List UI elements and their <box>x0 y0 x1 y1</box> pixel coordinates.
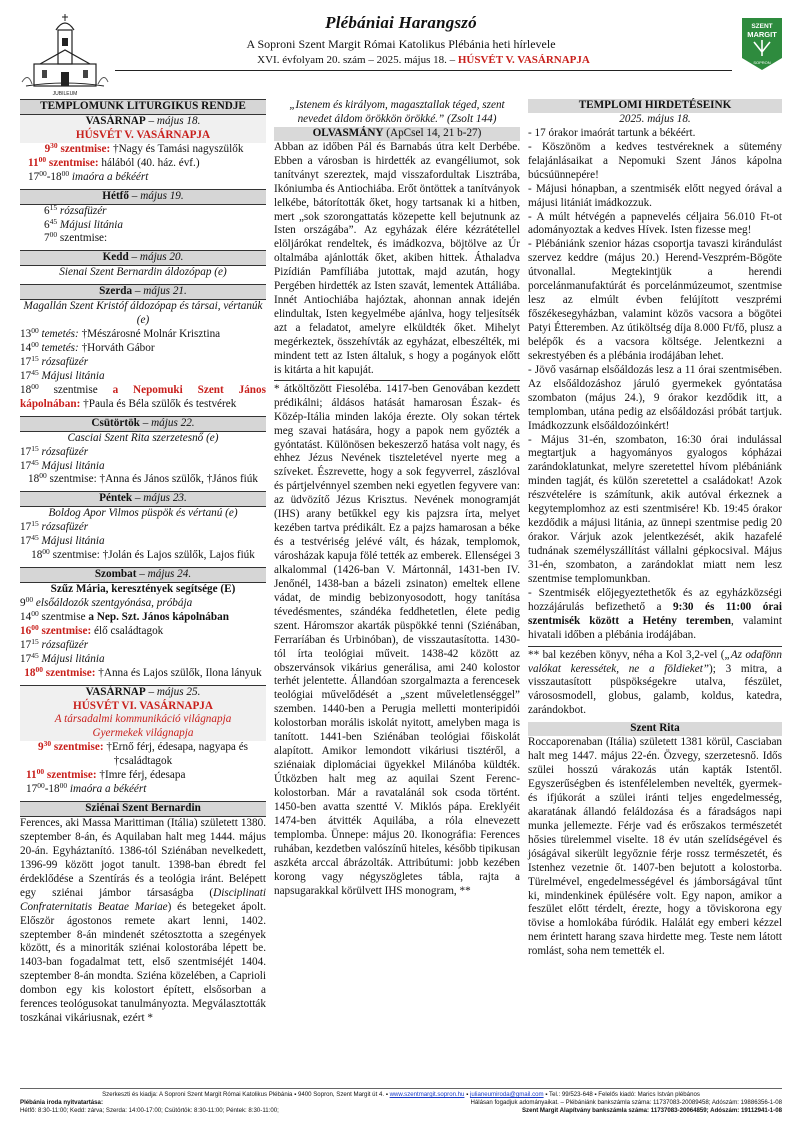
masthead <box>20 12 782 100</box>
thursday-heading: Csütörtök – május 22. <box>20 416 266 432</box>
notice-item: - 17 órakor imaórát tartunk a békéért. <box>528 126 696 139</box>
issue-line: XVI. évfolyam 20. szám – 2025. május 18. – HÚSVÉT V. VASÁRNAPJA <box>115 54 732 71</box>
notice-item: - Köszönöm a kedves testvéreknek a sütemény felajánlásaikat a Nepomuki Szent János kápolna búcsúünnepére! <box>528 140 782 181</box>
website-link[interactable]: www.szentmargit.sopron.hu <box>389 1091 465 1098</box>
notice-item: - A múlt hétvégén a papnevelés céljaira 56.010 Ft-ot adományoztak a kedves Hívek. Isten fizesse meg! <box>528 210 782 237</box>
notice-item: - Szentmisék előjegyeztethetők és az egyházközségi hozzájárulás befizethető a 9:30 és 11:00 órai szentmisék között a Hetény teremben, valamint hivatali időben a plébánia irodájában. <box>528 586 782 641</box>
tuesday-heading: Kedd – május 20. <box>20 250 266 266</box>
bernardin-continued-text: * átköltözött Fiesoléba. 1417-ben Genovában kezdett prédikálni; áldásos hatását hamarosan Észak- és Közép-Itália minden lakója érezte. Oly sokan tértek meg szavai hatására, hogy a papok nem győzték a gyóntatást. Különösen bekeszerző hatása volt nagy, és ehhez Jézus Nevének tiszteletével nyerte meg a szíveket. Észrevette, hogy a sok fegyverrel, zászlóval és pártjelvénnyel szemben neki egyetlen fegyvere van: az üdvözítő Jézus Krisztus. Nevének monogramját (IHS) arany betűkkel egy kis pajzsra írta, melyet kezében tartva prédikált. Ez a pajzs hamarosan a béke és a testvériség jelévé vált, és házak, templomok, városházak kapuja fölé tették az emberek. Ellenségei 3 alkalommal (1426-ban V. Mártonnál, 1431-ben IV. Jenőnél, 1438-ban a bázeli zsinaton) emeltek ellene vádat, de mindig bebizonyosodott, hogy tanítása tévedésmentes, szándéka feddhetetlen, élete pedig szent. Háromszor akarták püspökké tenni (Sziénában, Ferraríában és Urbinóban), de visszautasította. 1430-tól írta teológiai műveit. 1438-42 között az obszervánsok vikárius generálisa, ami 240 kolostor terhét jelentette. Állandóan szorgalmazta a ferencesek teológiai művelődését a „szent műveletlenséggel” szemben. 1440-ben a Perugia melletti monteripidói kolostorban morális iskolát nyitott, amelyben maga is tanított. 1441-ben Sziénában teológiai főiskolát alapított. Amikor lemondott vikáriusi tisztéről, a sziénaiak diplomáciai ügyekkel Milánóba küldték. Útközben halt meg az aquilai Szent Ferenc-kolostorban. Már a ravatalánál sok csoda történt. 1450-ben avatta szentté V. Miklós pápa. Ereklyéit 1474-ben átvitték Aquilába, a róla elnevezett templomba. Ünnepe: május 20. Ikonográfia: Ferences ruhában, kezdetben valószínű hiteles, később tipikusan aszkéta arccal ábrázolták. Attribútumi: jobb kezében korong vagy négyszögletes tábla, rajta a napsugarakkal körülvett IHS monogram, ** <box>274 380 520 899</box>
notices-heading: TEMPLOMI HIRDETÉSEINK <box>528 99 782 113</box>
notice-item: - Májusi hónapban, a szentmisék előtt negyed órával a májusi litániát imádkozzuk. <box>528 182 782 209</box>
church-illustration-icon <box>20 12 110 98</box>
svg-text:JUBILEUM: JUBILEUM <box>52 91 78 97</box>
friday-heading: Péntek – május 23. <box>20 491 266 507</box>
notice-item: - Plébániánk szenior házas csoportja tavaszi kirándulást szervez keddre (május 20.) Herend-Veszprém-Bögöte útvonallal. Megtekintjük a herendi porcelánmanufaktúrát és porcelánmúzeumot, szentmise lesz az elmúlt évben felújított veszprémi főszékesegyházban, valamint közös vacsora a bögötei Patyi Étteremben. Az útiköltség díja 8.000 Ft/fő, plusz a belépők és a vacsora költsége. Jelentkezni a sekrestyében és a plébánia irodájában lehet. <box>528 238 782 362</box>
notice-item: - Jövő vasárnap elsőáldozás lesz a 11 órai szentmisében. Az elsőáldozáshoz járuló gyermekek gyóntatása szombaton (május 24.), 9 órakor kezdődik itt, a templomban, utána pedig az elsőáldozási próbát tartjuk. Imádkozzunk elsőáldozóinkért! <box>528 363 782 432</box>
monday-heading: Hétfő – május 19. <box>20 189 266 205</box>
szent-margit-logo-icon <box>742 18 782 70</box>
sunday-1-block: VASÁRNAP – május 18. HÚSVÉT V. VASÁRNAPJA <box>20 115 266 143</box>
svg-text:SOPRON: SOPRON <box>753 60 771 65</box>
bernardin-footnote: ** bal kezében könyv, néha a Kol 3,2-vel („Az odafönn valókat keressétek, ne a földieket”); 3 mitra, a visszautasított püspökségekre utalva, fészület, várososmodell, globus, galamb, koldus, katedra, zarándokbot. <box>528 646 782 719</box>
notice-item: - Május 31-én, szombaton, 16:30 órai indulással megtartjuk a hagyományos gyalogos kópházai zarándoklatunkat, melyre szeretettel hívom plébániánk minden tagját, és külön szeretettel a családokat! Azok részvételére is számítunk, akik autóval érkeznek a kegytemplomhoz az esti szentmisére! Kb. 19:45 órakor kezdődik a májusi litánia, az ünnepi szentmise pedig 20 órakor. Várjuk azok jelentkezését, akik hazafelé tudnának személyszállítást vállalni gépkocsival. Május 31-én, szombaton, a zarándoklat miatt nem lesz szentmise templomunkban. <box>528 433 782 585</box>
newsletter-title: Plébániai Harangszó <box>325 13 477 32</box>
rita-heading: Szent Rita <box>528 722 782 736</box>
notices-date: 2025. május 18. <box>619 112 691 125</box>
email-link[interactable]: julianeumiroda@gmail.com <box>470 1091 544 1098</box>
liturgy-column: TEMPLOMUNK LITURGIKUS RENDJE VASÁRNAP – május 18. HÚSVÉT V. VASÁRNAPJA $9^{30}$ szentmise: †Nagy és Tamási nagyszülők $11^{00}$ szentmise: hálából (40. ház. évf.) $17^{00}-18^{00}$ imaóra a békéért Hétfő – május 19. $6^{15}$ rózsafüzér $6^{45}$ Májusi litánia $7^{00}$ szentmise: Kedd – május 20. Sienai Szent Bernardin áldozópap (e) Szerda – május 21. Magallán Szent Kristóf áldozópap és társai, vértanúk (e) $13^{00}$ temetés: †Mészárosné Molnár Krisztina $14^{00}$ temetés: †Horváth Gábor $17^{15}$ rózsafüzér $17^{45}$ Májusi litánia $18^{00}$ szentmise a Nepomuki Szent János kápolnában: †Paula és Béla szülők és testvérek Csütörtök – május 22. Casciai Szent Rita szerzetesnő (e) $17^{15}$ rózsafüzér $17^{45}$ Májusi litánia $18^{00}$ szentmise: †Anna és János szülők, †János fiúk Péntek – május 23. Boldog Apor Vilmos püspök és vértanú (e) $17^{15}$ rózsafüzér $17^{45}$ Májusi litánia $18^{00}$ szentmise: †Jolán és Lajos szülők, Lajos fiúk Szombat – május 24. Szűz Mária, keresztények segítsége (E) $9^{00}$ elsőáldozók szentgyónása, próbája $14^{00}$ szentmise a Nep. Szt. János kápolnában $16^{00}$ szentmise: élő családtagok $17^{15}$ rózsafüzér $17^{45}$ Májusi litánia $18^{00}$ szentmise: †Anna és Lajos szülők, Ilona lányuk VASÁRNAP – május 25. HÚSVÉT VI. VASÁRNAPJA A társadalmi kommunikáció világnapja Gyermekek világnapja $9^{30}$ szentmise: †Ernő férj, édesapa, nagyapa és †családtagok $11^{00}$ szentmise: †Imre férj, édesapa $17^{00}-18^{00}$ imaóra a békéért Sziénai Szent Bernardin Ferences, aki Massa Marittiman (Itália) született 1380. szeptember 8-án, és Aquilaban halt meg 1444. május 20-án. Egyháztanító. 1386-tól Sziénában nevelkedett, 1396-99 között jogot tanult. 1398-ban ébredt fel érdeklődése a Szentírás és a teológia iránt. Belépett egy sziénai jámbor társaságba (Disciplinati Confraternitatis Beatae Mariae) és betegeket ápolt. Először ágostonos remete akart lenni, 1402. szeptember 8-án mindenét szétosztotta a szegények között, és a minoriták sziénai kolostorába lépett be. 1403-ban fogadalmat tett, első szentmiséjét 1404. szeptember 8-án mondta. Sziéna közelében, a Caprioli dombon egy kis kolostort épített, elsősorban a ferences teológusokat tanulmányozta. Megválasztották toszkánai vikáriusnak, ezért * <box>20 100 266 1025</box>
reading-text: Abban az időben Pál és Barnabás útra kelt Derbébe. Ebben a városban is hirdették az evangéliumot, sok tanítványt szereztek, majd visszafordultak Lisztrába, Ikóniumba és Antiochiába. Erőt öntöttek a tanítványok lelkébe, bátorították őket, hogy tartsanak ki a hitben, mert „sok szorongattatás közepette kell bejutnunk az Isten országába”. Az egyházak élére kézrátétellel elöljárókat rendeltek, és imádkozva, böjtölve az Úr oltalmába ajánlották őket, akiben hittek. Áthaladva Pizídián Pamfíliába jutottak, majd azután, hogy Pergében hirdették az Isten szavát, lementek Attáliába. Innét Antiochiába hajóztak, ahonnan annak idején elindultak, Isten kegyelmébe ajánlva, hogy teljesítsék azt a feladatot, amelyre elküldték őket. Mihelyt megérkeztek, összehívták az egyházat, elbeszélték, mi mindent tett az Isten általuk, s hogy a pogányok előtt is kitárta a hit kapuját. <box>274 140 520 376</box>
newsletter-subtitle: A Soproni Szent Margit Római Katolikus Plébánia heti hírlevele <box>246 37 556 52</box>
svg-text:SZENT: SZENT <box>751 23 773 30</box>
saturday-heading: Szombat – május 24. <box>20 567 266 583</box>
psalm-quote: „Istenem és királyom, magasztallak téged, szent nevedet áldom örökkön örökké.” (Zsolt 144) <box>289 99 505 125</box>
bernardin-heading: Sziénai Szent Bernardin <box>20 801 266 817</box>
notices-column <box>528 99 782 959</box>
liturgy-heading: TEMPLOMUNK LITURGIKUS RENDJE <box>20 99 266 115</box>
sunday-2-block: VASÁRNAP – május 25. HÚSVÉT VI. VASÁRNAPJA A társadalmi kommunikáció világnapja Gyermekek világnapja <box>20 685 266 742</box>
footer: Szerkeszti és kiadja: A Soproni Szent Margit Római Katolikus Plébánia ▪ 9400 Sopron, Szent Margit út 4. ▪ www.szentmargit.sopron.hu ▪ julianeumiroda@gmail.com ▪ Tel.: 99/523-648 ▪ Felelős kiadó: Marics István plébános Plébánia iroda nyitvatartása: Hálásan fogadjuk adományaikat. – Plébániánk bankszámla száma: 11737083-20089458; Adószám: 19886356-1-08 Hétfő: 8:30-11:00; Kedd: zárva; Szerda: 14:00-17:00; Csütörtök: 8:30-11:00; Péntek: 8:30-11:00; Szent Margit Alapítvány bankszámla száma: 11737083-20064859; Adószám: 19112941-1-08 <box>20 1088 782 1116</box>
reading-heading: OLVASMÁNY (ApCsel 14, 21 b-27) <box>274 127 520 141</box>
bernardin-text: Ferences, aki Massa Marittiman (Itália) született 1380. szeptember 8-án, és Aquilaban halt meg 1444. május 20-án. Egyháztanító. 1386-tól Sziénában nevelkedett, 1396-99 között jogot tanult. 1398-ban ébredt fel érdeklődése a Szentírás és a teológia iránt. Belépett egy sziénai jámbor társaságba (Disciplinati Confraternitatis Beatae Mariae) és betegeket ápolt. Először ágostonos remete akart lenni, 1402. szeptember 8-án mindenét szétosztotta a szegények között, és a minoriták sziénai kolostorába lépett be. 1403-ban fogadalmat tett, első szentmiséjét 1404. szeptember 8-án mondta. Sziéna közelében, a Caprioli dombon egy kis kolostort épített, elsősorban a ferences teológusokat tanulmányozta. Megválasztották toszkánai vikáriusnak, ezért * <box>20 817 266 1025</box>
rita-text: Roccaporenaban (Itália) született 1381 körül, Casciaban halt meg 1447. május 22-én. Özvegy, szerzetesnő. Idős szülei hosszú várakozás után kapták Istentől. Egyszerűségben és istenfélelemben nevelték, gyermek- és ifjúkorát a szülei iránti teljes engedelmesség, akaratának állandó feláldozása és a fáradságos napi munka jellemezte. Férje vad és erőszakos természetét hősies türelemmel viselte. 18 év után szelídségével és jóságával sikerült legyőznie férje rossz természetét, és Istenhez vezetnie őt. 1407-ben bejutott a kolostorba. Türelmével, engedelmességével és jámborságával tűnt ki, mindenkinek épülésére volt. Egy napon, amikor a feszület előtt térdelt, érezte, hogy a töviskorona egy tövise a homlokába fúródik. Halálát egy emberi kézzel nem érintett harang szava hirdette meg. Teste nem látott romlást, soha nem temették el. <box>528 736 782 958</box>
newsletter-page <box>20 8 782 1128</box>
reading-column <box>274 99 520 898</box>
wednesday-heading: Szerda – május 21. <box>20 284 266 300</box>
svg-text:MARGIT: MARGIT <box>747 30 777 39</box>
